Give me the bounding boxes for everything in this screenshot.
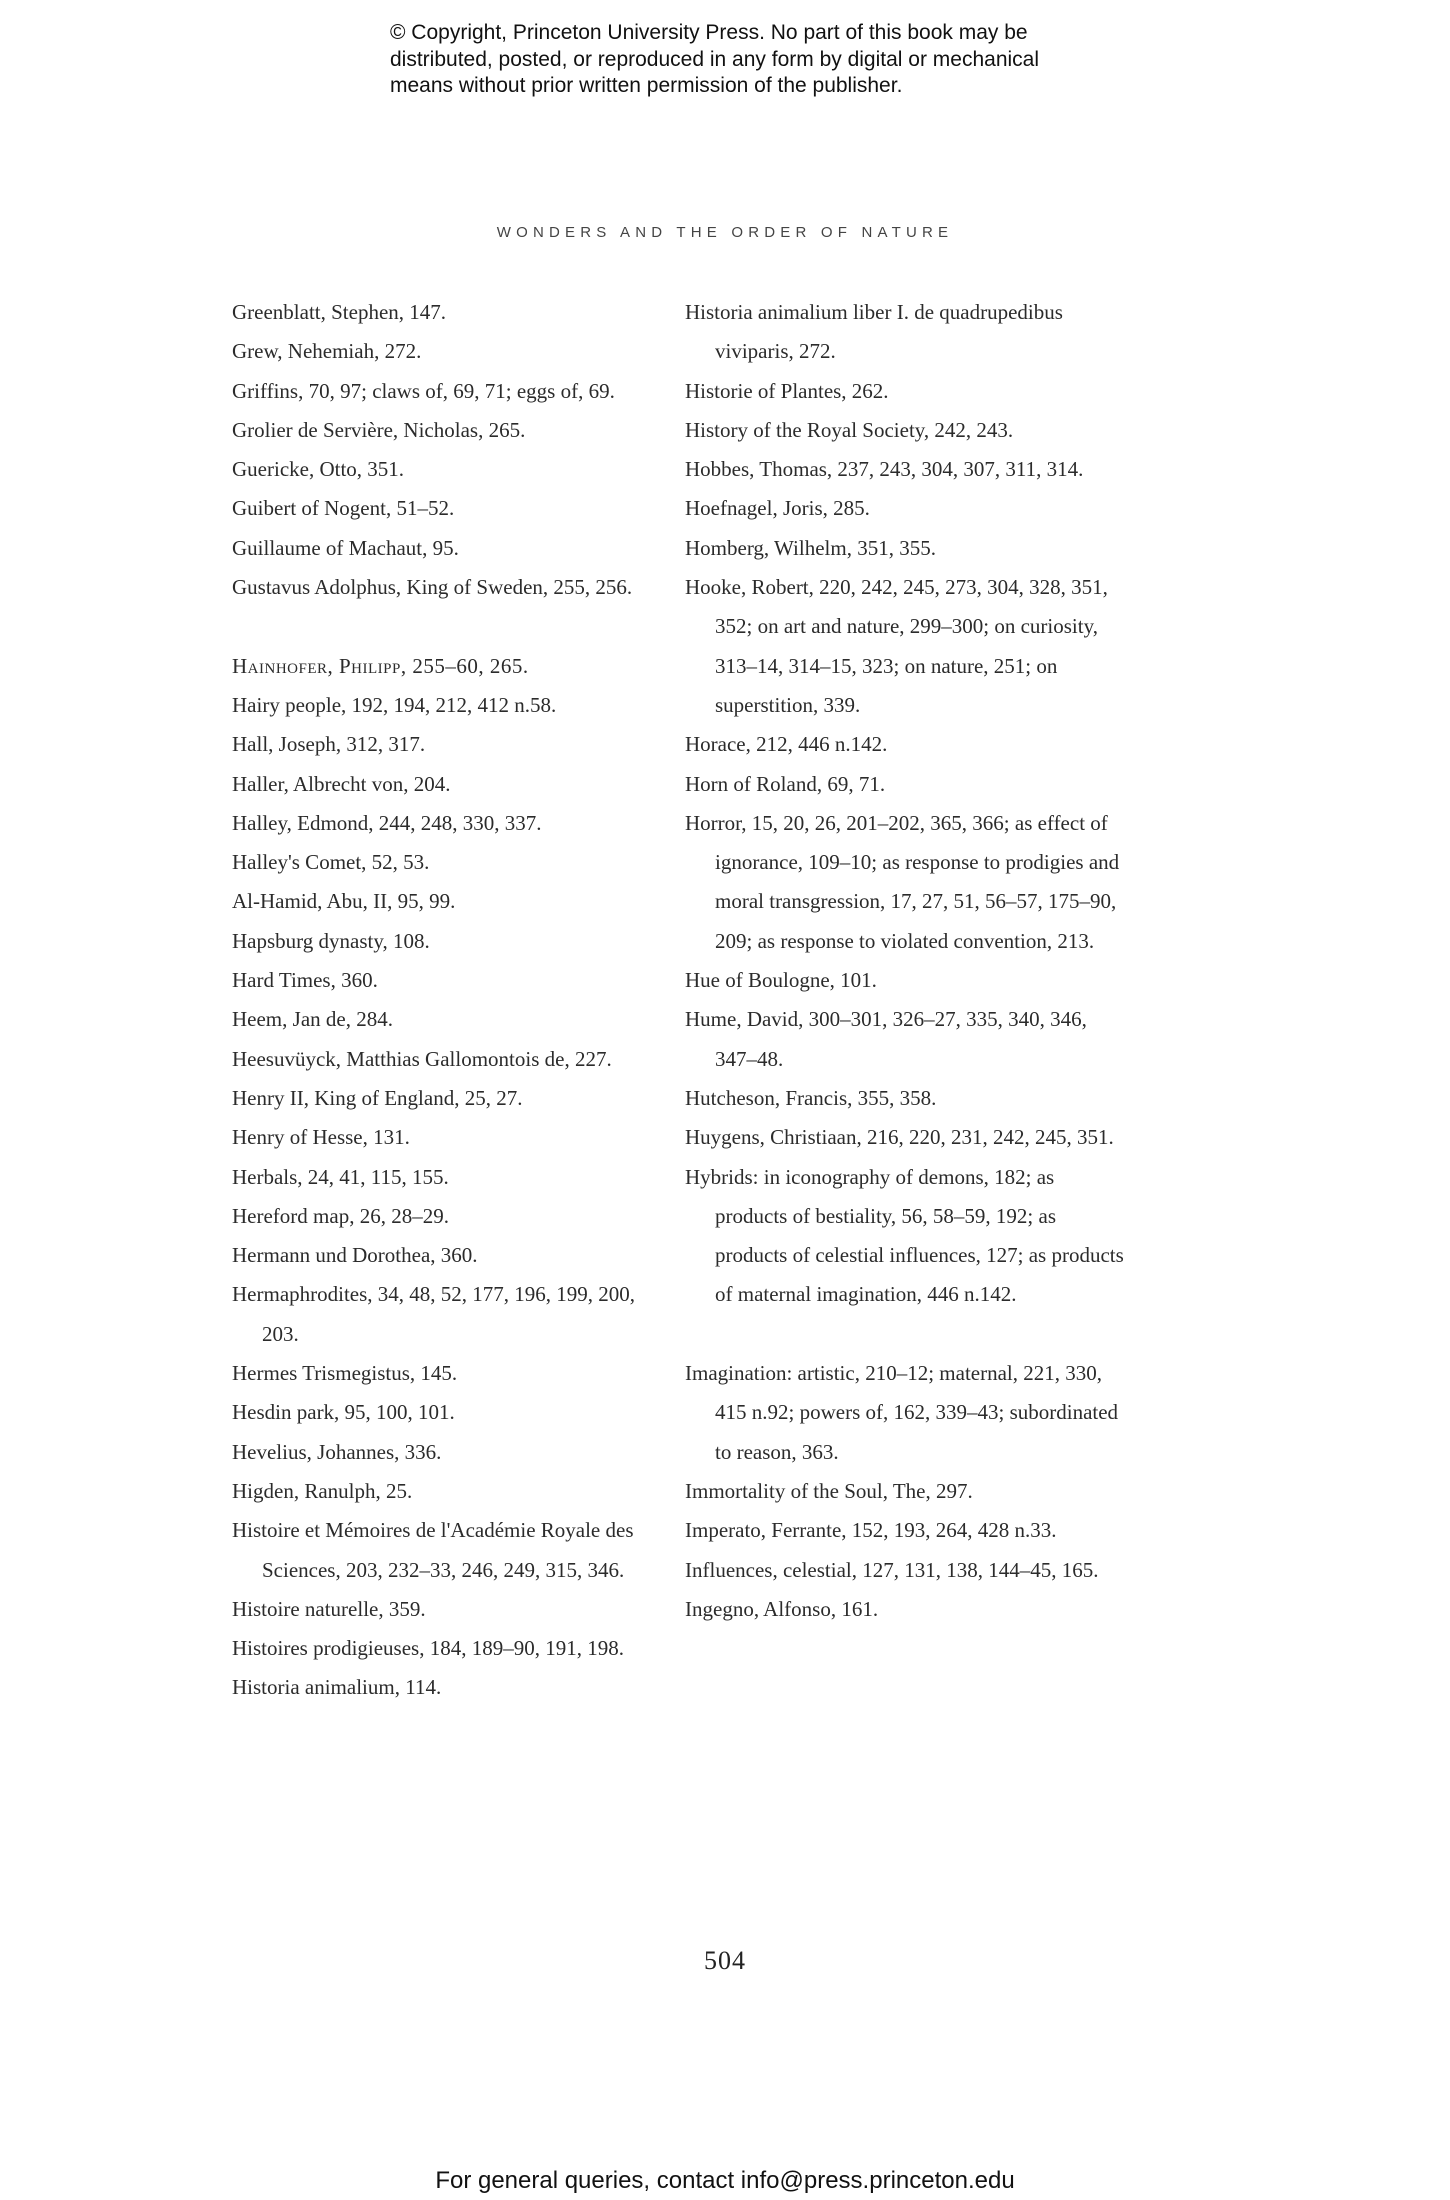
index-column-left xyxy=(232,293,662,1708)
index-entry: Hutcheson, Francis, 355, 358. xyxy=(685,1085,937,1110)
index-entry: Imperato, Ferrante, 152, 193, 264, 428 n.33. xyxy=(685,1518,1057,1543)
copyright-line: © Copyright, Princeton University Press. No part of this book may be xyxy=(390,21,1028,44)
index-entry: Henry II, King of England, 25, 27. xyxy=(232,1085,523,1110)
index-entry: Al-Hamid, Abu, II, 95, 99. xyxy=(232,889,456,914)
index-entry: Griffins, 70, 97; claws of, 69, 71; eggs of, 69. xyxy=(232,378,615,403)
index-entry: Influences, celestial, 127, 131, 138, 144–45, 165. xyxy=(685,1557,1099,1582)
index-entry: Hainhofer, Philipp, 255–60, 265. xyxy=(232,653,529,678)
copyright-line: means without prior written permission of the publisher. xyxy=(390,74,903,97)
index-entry: Histoires prodigieuses, 184, 189–90, 191, 198. xyxy=(232,1636,624,1661)
index-entry: Homberg, Wilhelm, 351, 355. xyxy=(685,535,936,560)
index-entry: Horn of Roland, 69, 71. xyxy=(685,771,886,796)
copyright-notice xyxy=(390,20,1150,100)
index-entry: Historia animalium, 114. xyxy=(232,1675,442,1700)
index-entry: Hobbes, Thomas, 237, 243, 304, 307, 311, 314. xyxy=(685,457,1084,482)
index-entry: Herbals, 24, 41, 115, 155. xyxy=(232,1164,449,1189)
index-entry: Historia animalium liber I. de quadrupedibus viviparis, 272. xyxy=(685,300,1063,364)
index-entry: Hume, David, 300–301, 326–27, 335, 340, 346, 347–48. xyxy=(685,1007,1087,1071)
index-entry: Hybrids: in iconography of demons, 182; as products of bestiality, 56, 58–59, 192; as products of celestial influences, 127; as products of maternal imagination, 446 n.142. xyxy=(685,1164,1124,1307)
index-entry: Ingegno, Alfonso, 161. xyxy=(685,1596,879,1621)
index-entry: Hapsburg dynasty, 108. xyxy=(232,928,430,953)
index-entry: Hermaphrodites, 34, 48, 52, 177, 196, 199, 200, 203. xyxy=(232,1282,636,1346)
index-entry: Hereford map, 26, 28–29. xyxy=(232,1203,449,1228)
index-entry: Hevelius, Johannes, 336. xyxy=(232,1439,442,1464)
index-entry: Hesdin park, 95, 100, 101. xyxy=(232,1400,455,1425)
footer-contact: For general queries, contact info@press.princeton.edu xyxy=(435,2167,1015,2194)
index-entry: Huygens, Christiaan, 216, 220, 231, 242, 245, 351. xyxy=(685,1125,1114,1150)
index-entry: Gustavus Adolphus, King of Sweden, 255, 256. xyxy=(232,575,633,600)
page-number: 504 xyxy=(704,1946,746,1975)
index-entry: Henry of Hesse, 131. xyxy=(232,1125,410,1150)
index-entry: Hue of Boulogne, 101. xyxy=(685,968,877,993)
index-entry: Hooke, Robert, 220, 242, 245, 273, 304, 328, 351, 352; on art and nature, 299–300; on curiosity, 313–14, 314–15, 323; on nature, 251; on superstition, 339. xyxy=(685,575,1108,717)
index-entry: Guibert of Nogent, 51–52. xyxy=(232,496,455,521)
index-entry: Immortality of the Soul, The, 297. xyxy=(685,1478,973,1503)
index-entry: History of the Royal Society, 242, 243. xyxy=(685,417,1014,442)
index-entry: Haller, Albrecht von, 204. xyxy=(232,771,451,796)
index-entry: Grew, Nehemiah, 272. xyxy=(232,339,422,364)
index-entry: Grolier de Servière, Nicholas, 265. xyxy=(232,417,526,442)
index-entry: Halley's Comet, 52, 53. xyxy=(232,850,430,875)
index-entry: Horror, 15, 20, 26, 201–202, 365, 366; as effect of ignorance, 109–10; as response to prodigies and moral transgression, 17, 27, 51, 56–57, 175–90, 209; as response to violated convention, 213. xyxy=(685,810,1120,953)
index-entry: Greenblatt, Stephen, 147. xyxy=(232,300,447,324)
index-entry: Horace, 212, 446 n.142. xyxy=(685,732,888,757)
index-entry: Heem, Jan de, 284. xyxy=(232,1007,393,1032)
running-head: WONDERS AND THE ORDER OF NATURE xyxy=(496,224,954,241)
index-entry: Hall, Joseph, 312, 317. xyxy=(232,732,426,757)
index-entry: Hermes Trismegistus, 145. xyxy=(232,1361,458,1386)
index-entry: Hoefnagel, Joris, 285. xyxy=(685,496,870,521)
index-column-right xyxy=(685,293,1125,1629)
index-entry: Historie of Plantes, 262. xyxy=(685,378,889,403)
index-entry: Hairy people, 192, 194, 212, 412 n.58. xyxy=(232,692,557,717)
index-entry: Higden, Ranulph, 25. xyxy=(232,1478,413,1503)
index-entry: Heesuvüyck, Matthias Gallomontois de, 227. xyxy=(232,1046,612,1071)
index-entry: Guericke, Otto, 351. xyxy=(232,457,405,482)
index-entry: Hard Times, 360. xyxy=(232,968,378,993)
index-entry: Histoire et Mémoires de l'Académie Royale des Sciences, 203, 232–33, 246, 249, 315, 346. xyxy=(232,1518,634,1582)
copyright-line: distributed, posted, or reproduced in any form by digital or mechanical xyxy=(390,47,1040,71)
index-entry: Imagination: artistic, 210–12; maternal, 221, 330, 415 n.92; powers of, 162, 339–43; subordinated to reason, 363. xyxy=(685,1361,1119,1464)
index-entry: Hermann und Dorothea, 360. xyxy=(232,1243,478,1268)
index-entry: Histoire naturelle, 359. xyxy=(232,1596,426,1621)
index-entry: Halley, Edmond, 244, 248, 330, 337. xyxy=(232,810,542,835)
index-entry: Guillaume of Machaut, 95. xyxy=(232,535,459,560)
